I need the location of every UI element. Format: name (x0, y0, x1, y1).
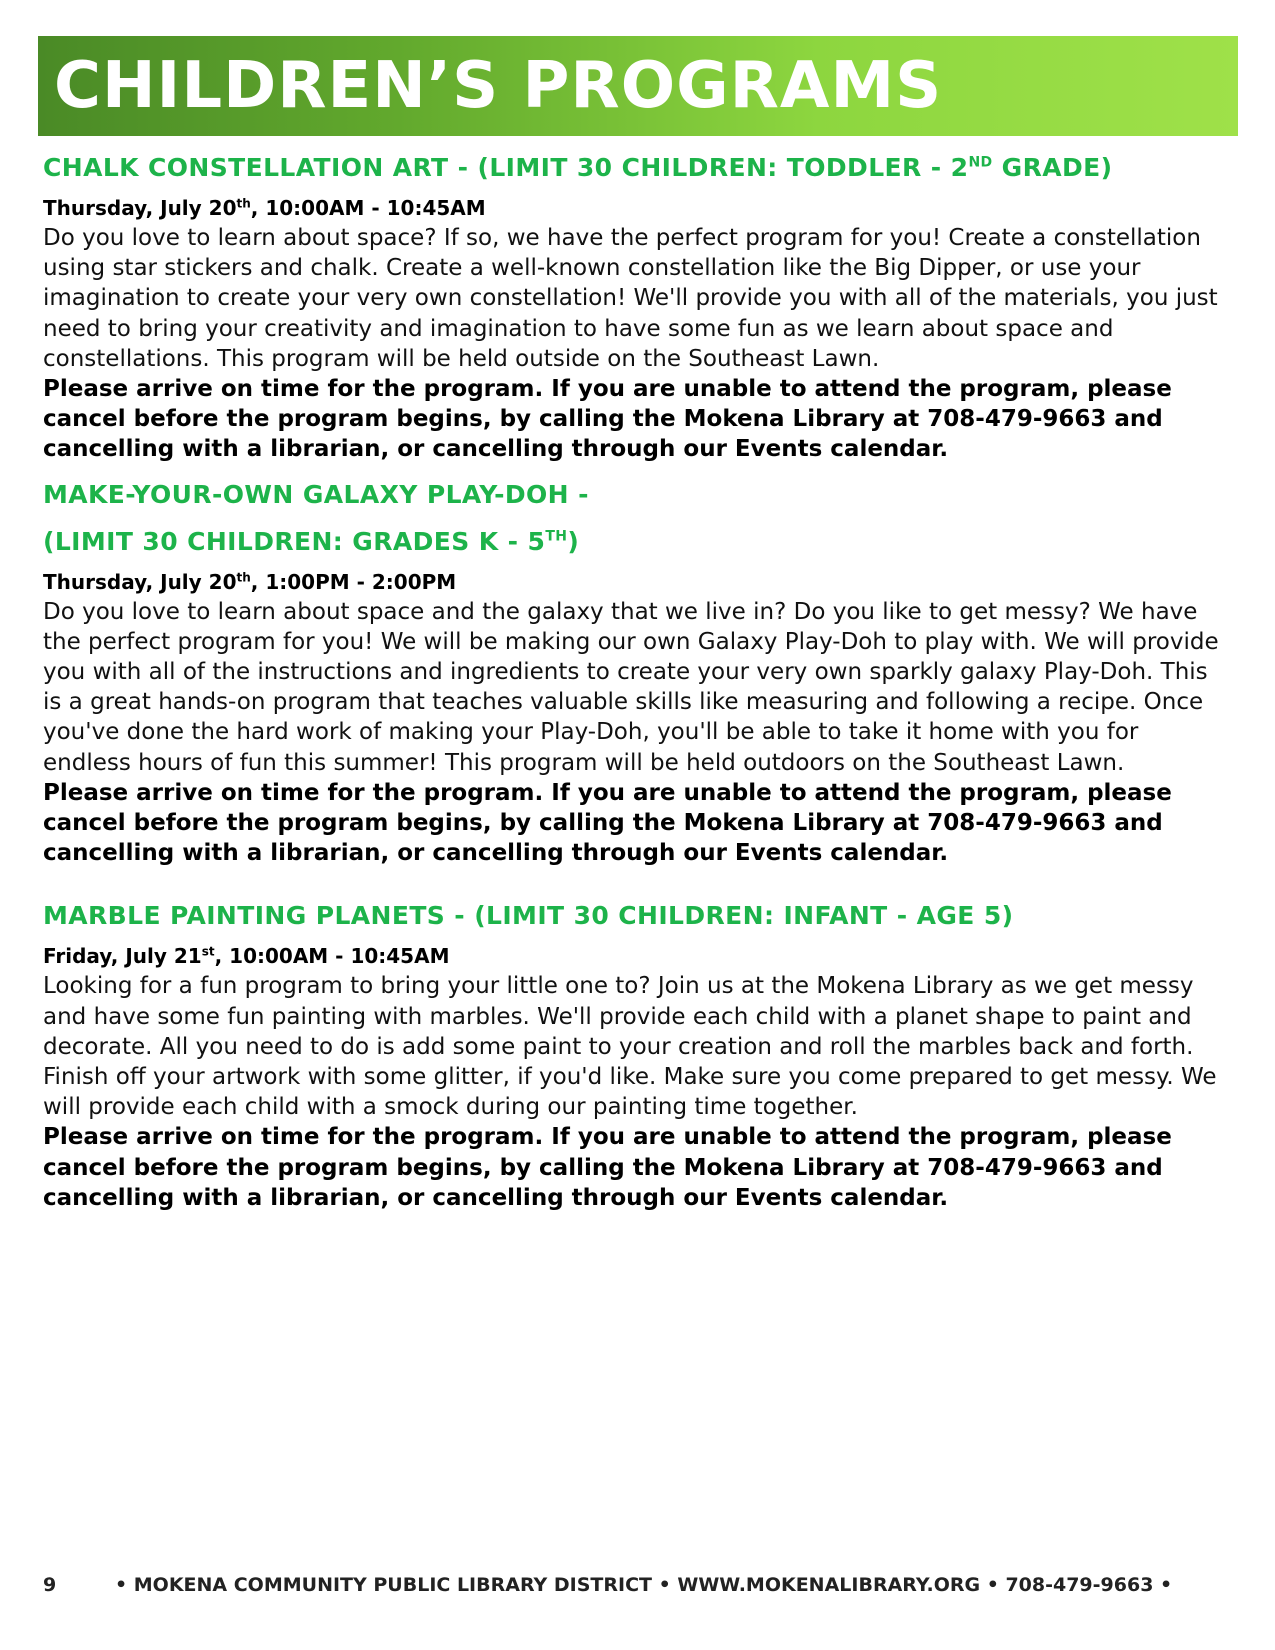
title-line-spacer (43, 512, 1233, 524)
program-title-end: GRADE) (992, 153, 1113, 182)
program-title-text: (LIMIT 30 CHILDREN: GRADES K - 5 (43, 526, 546, 556)
program-description: Looking for a fun program to bring your little one to? Join us at the Mokena Library as we get messy and have some fun painting with marbles. We'll provide each child with a planet shape to paint and decorate. All you need to do is add some paint to your creation and roll the marbles back and forth. Finish off your artwork with some glitter, if you'd like. Make sure you come prepared to get messy. We will provide each child with a smock during our painting time together. (43, 973, 1217, 1121)
program-date-ordinal: th (236, 196, 251, 211)
program-date-day: Thursday, July 20 (43, 196, 237, 220)
program-galaxy-play-doh (43, 477, 1233, 869)
program-title-superscript: TH (545, 528, 568, 545)
program-title-text: MAKE-YOUR-OWN GALAXY PLAY-DOH - (43, 479, 589, 509)
programs-list (43, 150, 1233, 1213)
program-title (43, 477, 1233, 512)
program-title-end: ) (567, 526, 580, 556)
program-date (43, 195, 1233, 221)
program-chalk-constellation-art (43, 150, 1233, 465)
program-date-day: Friday, July 21 (43, 944, 202, 969)
program-description: Do you love to learn about space? If so, we have the perfect program for you! Create a constellation using star stickers and chalk. Create a well-known constellation like the Big Dipper, or use your imagination to create your very own constellation! We'll provide you with all of the materials, you just need to bring your creativity and imagination to have some fun as we learn about space and constellations. This program will be held outside on the Southeast Lawn. (43, 225, 1218, 372)
program-date-time: , 10:00AM - 10:45AM (214, 944, 450, 969)
program-title-text: CHALK CONSTELLATION ART - (LIMIT 30 CHILDREN: TODDLER - 2 (43, 153, 969, 182)
program-date-ordinal: st (201, 944, 215, 959)
footer-contact-line: • MOKENA COMMUNITY PUBLIC LIBRARY DISTRICT • WWW.MOKENALIBRARY.ORG • 708-479-9663 • (115, 1574, 1173, 1596)
program-date (43, 569, 1233, 595)
header-banner (38, 36, 1238, 136)
page-footer (43, 1574, 1233, 1596)
program-date (43, 943, 1233, 969)
program-attendance-note: Please arrive on time for the program. If you are unable to attend the program, please cancel before the program begins, by calling the Mokena Library at 708-479-9663 and cancelling with a librarian, or cancelling through our Events calendar. (43, 1124, 1172, 1211)
program-title-text: MARBLE PAINTING PLANETS - (LIMIT 30 CHILDREN: INFANT - AGE 5) (43, 901, 1014, 931)
page-number: 9 (43, 1574, 57, 1596)
program-date-day: Thursday, July 20 (43, 569, 237, 594)
program-marble-painting-planets (43, 898, 1233, 1213)
program-title-line-2 (43, 524, 1233, 559)
program-title-superscript: ND (968, 154, 993, 171)
program-description: Do you love to learn about space and the galaxy that we live in? Do you like to get messy? We have the perfect program for you! We will be making our own Galaxy Play-Doh to play with. We will provide you with all of the instructions and ingredients to create your very own sparkly galaxy Play-Doh. This is a great hands-on program that teaches valuable skills like measuring and following a recipe. Once you've done the hard work of making your Play-Doh, you'll be able to take it home with you for endless hours of fun this summer! This program will be held outdoors on the Southeast Lawn. (43, 598, 1219, 776)
program-title (43, 150, 1233, 185)
program-title (43, 898, 1233, 933)
program-date-time: , 1:00PM - 2:00PM (250, 569, 457, 594)
page-title: CHILDREN’S PROGRAMS (54, 49, 943, 123)
program-date-time: , 10:00AM - 10:45AM (250, 196, 486, 220)
program-date-ordinal: th (236, 569, 251, 584)
program-attendance-note: Please arrive on time for the program. If you are unable to attend the program, please cancel before the program begins, by calling the Mokena Library at 708-479-9663 and cancelling with a librarian, or cancelling through our Events calendar. (43, 376, 1172, 463)
program-attendance-note: Please arrive on time for the program. If you are unable to attend the program, please cancel before the program begins, by calling the Mokena Library at 708-479-9663 and cancelling with a librarian, or cancelling through our Events calendar. (43, 779, 1172, 867)
